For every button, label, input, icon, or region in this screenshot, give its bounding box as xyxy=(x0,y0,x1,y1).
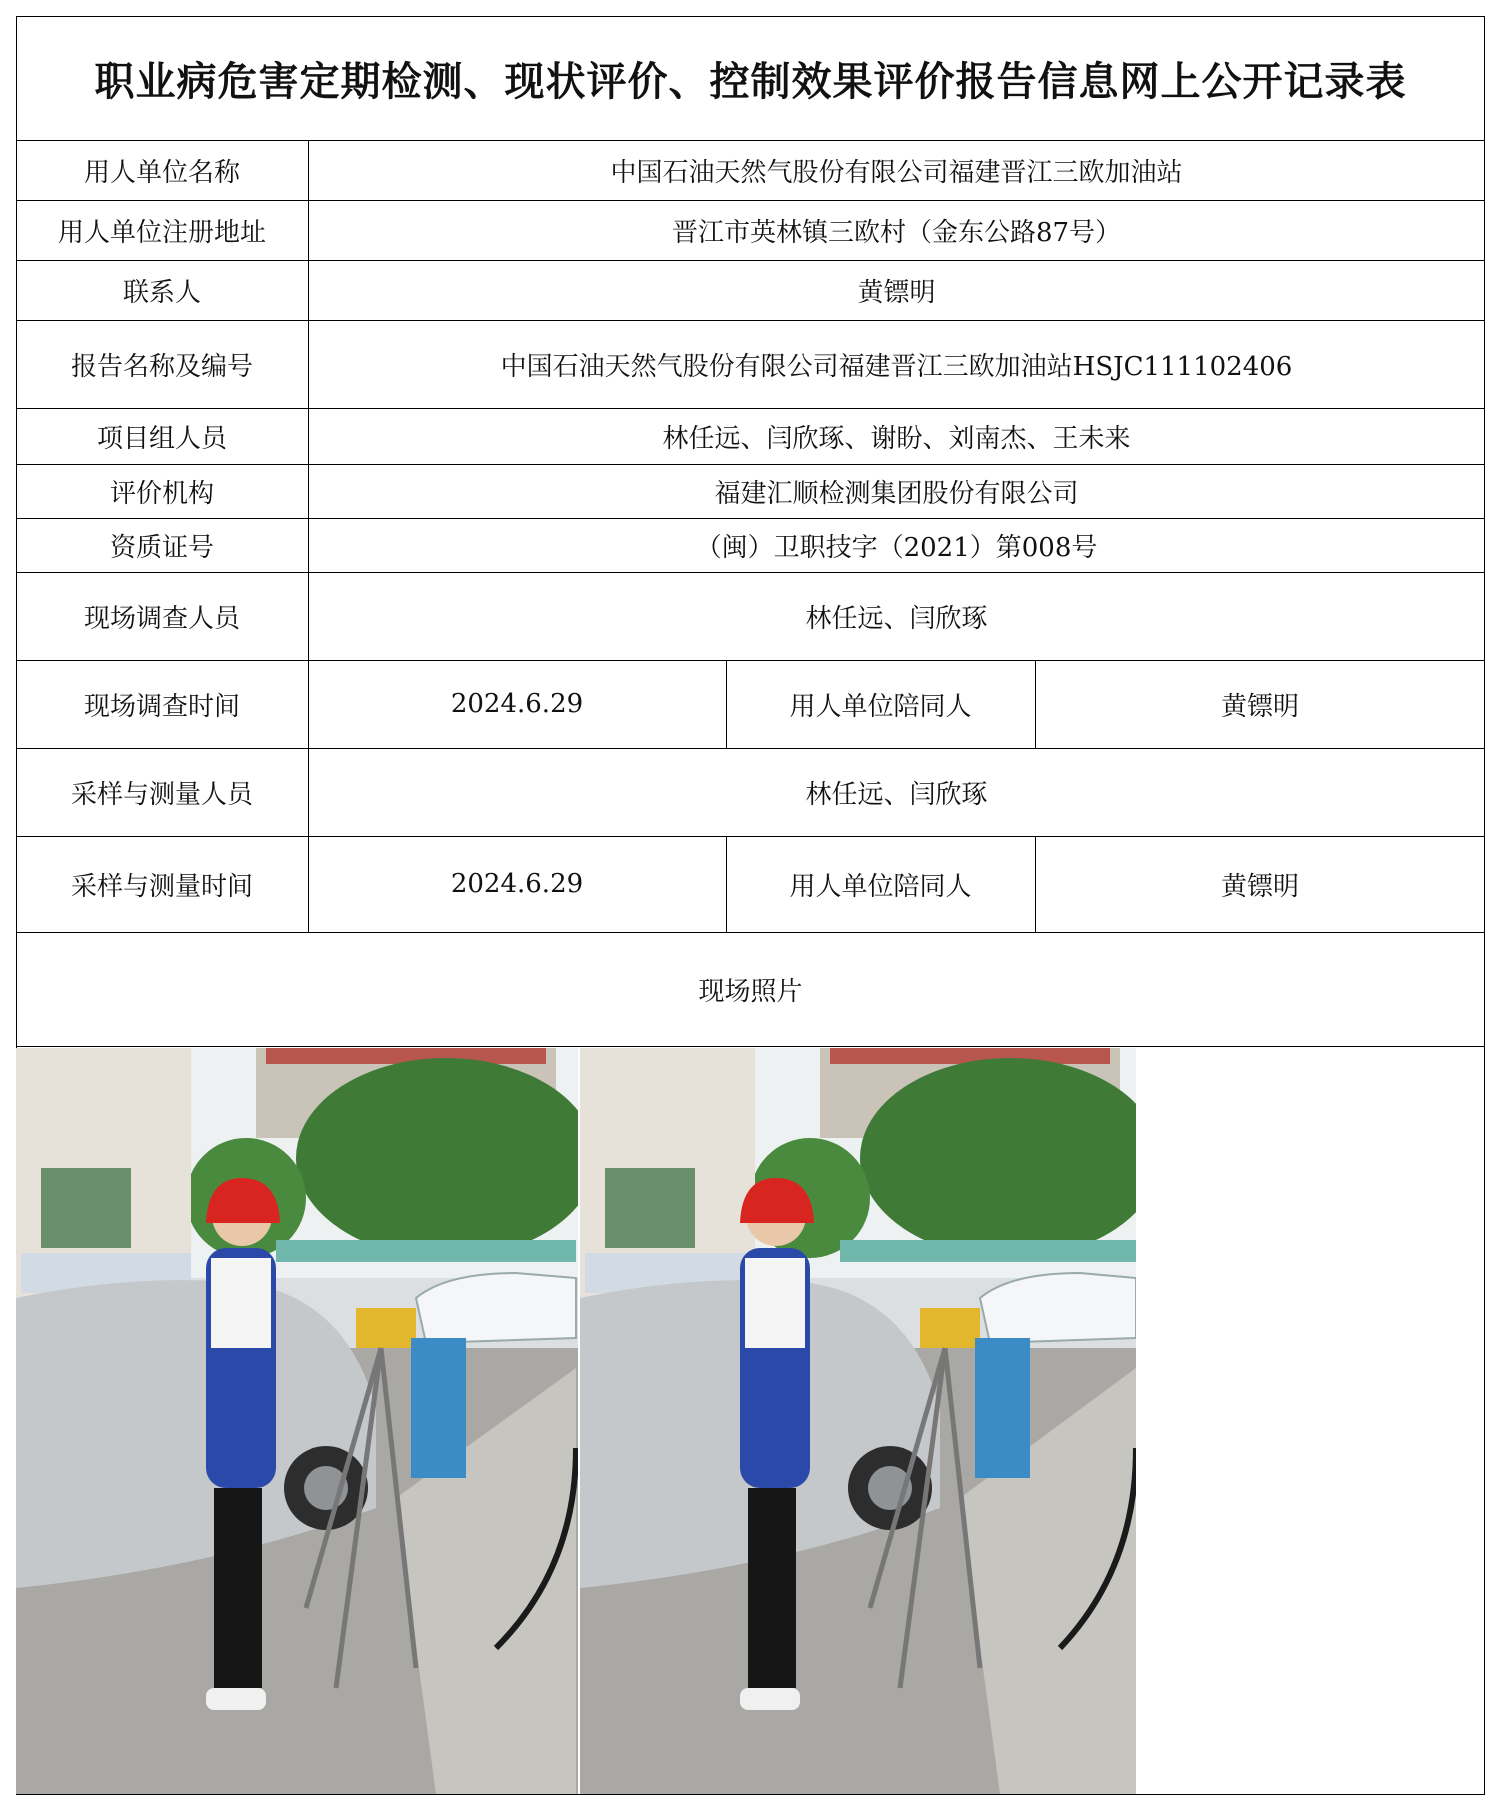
sampling-time-label: 采样与测量时间 xyxy=(70,871,253,902)
site-photo-2 xyxy=(580,1048,1136,1794)
page-title: 职业病危害定期检测、现状评价、控制效果评价报告信息网上公开记录表 xyxy=(94,58,1407,105)
agency-value: 福建汇顺检测集团股份有限公司 xyxy=(714,478,1079,509)
unit-address-value: 晋江市英林镇三欧村（金东公路87号） xyxy=(671,217,1122,248)
survey-time-value: 2024.6.29 xyxy=(450,689,584,719)
sampling-staff-value: 林任远、闫欣琢 xyxy=(805,779,988,810)
sampling-escort-value: 黄镖明 xyxy=(1220,871,1299,902)
unit-address-label: 用人单位注册地址 xyxy=(57,217,266,248)
team-label: 项目组人员 xyxy=(96,423,227,454)
unit-name-value: 中国石油天然气股份有限公司福建晋江三欧加油站 xyxy=(610,157,1183,188)
unit-name-label: 用人单位名称 xyxy=(83,157,240,188)
sampling-escort-label: 用人单位陪同人 xyxy=(789,871,972,902)
certificate-value: （闽）卫职技字（2021）第008号 xyxy=(695,532,1098,563)
row-divider xyxy=(16,1046,1485,1047)
agency-label: 评价机构 xyxy=(109,478,214,509)
contact-label: 联系人 xyxy=(122,277,201,308)
report-label: 报告名称及编号 xyxy=(70,351,253,382)
certificate-label: 资质证号 xyxy=(109,532,214,563)
survey-escort-value: 黄镖明 xyxy=(1220,691,1299,722)
survey-staff-label: 现场调查人员 xyxy=(83,603,240,634)
contact-value: 黄镖明 xyxy=(857,277,936,308)
photos-label: 现场照片 xyxy=(698,976,803,1007)
survey-time-label: 现场调查时间 xyxy=(83,691,240,722)
survey-staff-value: 林任远、闫欣琢 xyxy=(805,603,988,634)
team-value: 林任远、闫欣琢、谢盼、刘南杰、王未来 xyxy=(662,423,1131,454)
report-value: 中国石油天然气股份有限公司福建晋江三欧加油站HSJC111102406 xyxy=(500,351,1293,382)
survey-escort-label: 用人单位陪同人 xyxy=(789,691,972,722)
sampling-staff-label: 采样与测量人员 xyxy=(70,779,253,810)
site-photo-1 xyxy=(16,1048,578,1794)
sampling-time-value: 2024.6.29 xyxy=(450,869,584,899)
